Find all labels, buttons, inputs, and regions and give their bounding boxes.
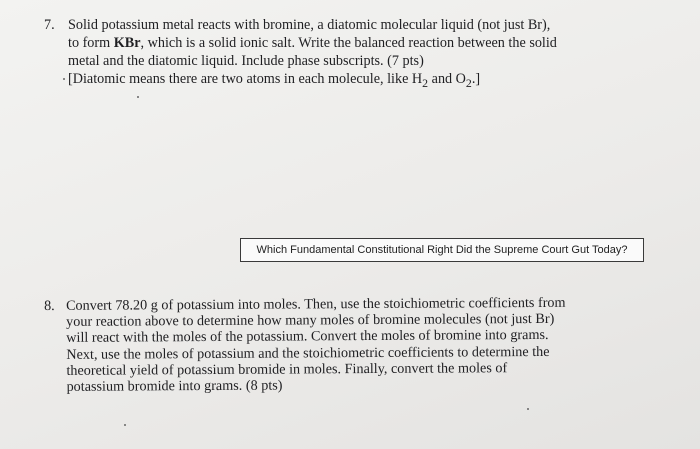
h2-subscript: 2 [422,75,429,90]
question-7-line-2 [68,34,644,52]
question-7-line-1: Solid potassium metal reacts with bromine, a diatomic molecular liquid (not just Br), [68,17,551,33]
question-8-line: theoretical yield of potassium bromide in moles. Finally, convert the moles of [66,359,508,379]
o2-subscript: 2 [465,75,472,90]
paper-speck [63,78,65,80]
paper-speck [124,424,126,426]
question-7-text [68,16,644,92]
question-8-line: potassium bromide into grams. (8 pts) [66,377,283,395]
paper-speck [137,96,139,98]
question-7-line-2-start: to form [68,35,114,51]
question-7-line-4-mid: and O [428,71,466,87]
question-8-number: 8. [44,297,55,314]
question-7-line-4 [68,70,644,92]
question-7-line-4-start: [Diatomic means there are two atoms in each molecule, like H [68,71,423,87]
ad-banner-text: Which Fundamental Constitutional Right Did the Supreme Court Gut Today? [256,244,628,256]
question-8-line: Convert 78.20 g of potassium into moles. Then, use the stoichiometric coefficients from [65,294,566,314]
question-7-line-4-end: .] [471,71,481,87]
question-7-number: 7. [44,17,55,33]
paper-speck [527,408,529,410]
question-8-line: Next, use the moles of potassium and the stoichiometric coefficients to determine the [66,343,550,363]
question-8-text [66,294,645,395]
question-8-line: will react with the moles of the potassium. Convert the moles of bromine into grams. [66,327,549,347]
question-7-line-2-end: , which is a solid ionic salt. Write the balanced reaction between the solid [140,35,557,51]
kbr-formula: KBr [113,35,141,51]
ad-banner-link[interactable] [240,238,644,262]
question-7-line-3: metal and the diatomic liquid. Include phase subscripts. (7 pts) [68,53,424,69]
question-8-line: your reaction above to determine how many moles of bromine molecules (not just Br) [66,311,555,331]
question-7 [44,16,644,92]
question-8 [44,294,645,395]
